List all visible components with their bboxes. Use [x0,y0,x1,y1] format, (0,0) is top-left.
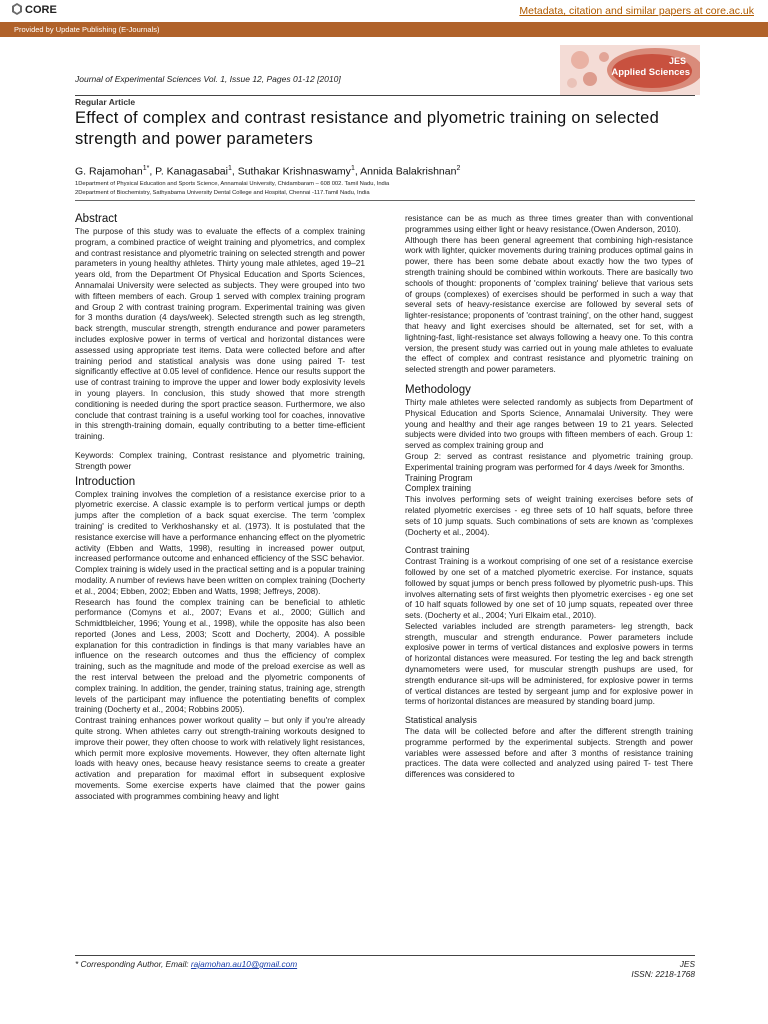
author-name: P. Kanagasabai [155,165,228,178]
journal-citation: Journal of Experimental Sciences Vol. 1, Issue 12, Pages 01-12 [2010] [75,74,341,84]
keywords: Keywords: Complex training, Contrast resistance and plyometric training, Strength power [75,449,365,471]
statistical-analysis-heading: Statistical analysis [405,715,477,726]
abstract-text: The purpose of this study was to evaluate the effects of a complex training program, a combined practice of weight training and plyometrics, and complex and contrast resistance and plyometric training on selected strength and power parameters in young healthy athletes. Thirty young male athletes, aged 19–21 years old, from the Department Of Physical Education and Sports Sciences, Annamalai University were selected as subjects. They were grouped into two with fifteen members of each. Group 1 served with complex training program and Group 2 with contrast training program. Experimental training was given for 3 months duration (4 days/week). Selected strength such as leg strength, back strength, muscular strength, strength endurance and power parameters includes explosive power in terms of vertical and horizontal distances were assessed using appropriate test items. Data were collected before and after training period and statistical analysis was done using paired T- test significantly effective at 0.05 level of confidence. Hence our results support the use of contrast training to improve the upper and lower body explosivity levels in young players. In conclusion, this study showed that more strength conditioning is needed during the sport practice season. Furthermore, we also conclude that contrast training is a useful working tool for coaches, innovative in this strength-training domain, equally contributing to a better time-efficient training. [75,226,365,442]
contrast-training-heading: Contrast training [405,545,470,556]
body-paragraph: Although there has been general agreement that combining high-resistance work with lighter, quicker movements during training produces optimal gains in power, there has been some debate about exactly how the two types of strength training should be combined within workouts. There are basically two schools of thought: proponents of 'complex training' believe that various sets of groups (complexes) of exercises should be performed in such a way that several sets of heavy-resistance exercise are followed by several sets of lighter-resistance; proponents of 'contrast training', on the other hand, suggest that heavy and light exercises should be alternated, set for set, with a lightning-fast, light-resistance set always following a heavy one. To this contra version, the present study was carried out in young male athletes to evaluate the effect of complex and contrast resistance and plyometric training on selected strength and power parameters. [405,234,693,375]
affiliation-1: 1Department of Physical Education and Sports Science, Annamalai University, Chidambaram – 608 002. Tamil Nadu, India [75,181,390,187]
methodology-paragraph: Thirty male athletes were selected randomly as subjects from Department of Physical Education and Sports Science, Annamalai University. They were young and healthy and their age ranges between 19 to 21 years. Selected subjects were divided into two groups with fifteen members of each. Group 1: served as complex training group and [405,396,693,451]
right-column [405,213,693,780]
statistical-analysis-paragraph: The data will be collected before and after the different strength training programme performed by the experimental subjects. Strength and power variables were assessed before and after 3 months of resistance training practices. The data were collected and analyzed using paired T- test There differences was considered to [405,726,693,780]
contrast-training-paragraph: Contrast Training is a workout comprising of one set of a resistance exercise followed by one set of a matched plyometric exercise. For instance, squats followed by squat jumps or bench press followed by plyometric push-ups. This involves alternating sets of first weights then plyometric exercises - eg one set of 10 half squats followed by one set of 10 jump squats, repeated over three sets. (Docherty et al., 2004; Yuri Elkaim etal., 2010). [405,556,693,621]
author-affiliation-mark: 2 [456,165,461,172]
methodology-paragraph: Group 2: served as contrast resistance and plyometric training group. Experimental training program was performed for 4 days /week for 3months. [405,450,693,472]
corresponding-author [75,959,297,969]
complex-training-heading: Complex training [405,483,472,494]
author-affiliation-mark: 1* [142,165,150,172]
affiliation-divider [75,200,695,201]
affiliation-2: 2Department of Biochemistry, Sathyabama University Dental College and Hospital, Chennai -117.Tamil Nadu, India [75,190,370,196]
provided-by-text: Provided by Update Publishing (E-Journals) [14,25,160,34]
author-name: Annida Balakrishnan [360,165,457,178]
author-separator: , [354,165,361,178]
footer-divider [75,955,695,956]
author-name: G. Rajamohan [75,165,143,178]
author-separator: , [149,165,156,178]
training-program-heading: Training Program [405,472,473,483]
intro-paragraph: Contrast training enhances power workout quality – but only if you're already quite strong. When athletes carry out strength-training workouts designed to improve their power, they often choose to work with relatively light resistances, which permit more explosive movements. However, they often alternate light loads with heavy ones, because heavy resistance seems to create a greater activation and preparation for maximal effort in subsequent explosive movements. Some exercise experts have claimed that the power gains associated with programmes combining heavy and light [75,715,365,801]
logo-subtitle: Applied Sciences [611,67,690,78]
methodology-heading: Methodology [405,383,471,396]
author-affiliation-mark: 1 [227,165,232,172]
logo-jes-text: JES [668,56,686,66]
author-email-link[interactable]: rajamohan.au10@gmail.com [190,959,298,969]
article-title: Effect of complex and contrast resistance and plyometric training on selected strength and power parameters [75,109,660,148]
corresponding-author-label: * Corresponding Author, Email: [75,959,191,969]
author-affiliation-mark: 1 [350,165,355,172]
core-logo[interactable] [12,3,57,16]
author-list [75,165,460,178]
author-separator: , [231,165,238,178]
core-header-bar [0,0,768,23]
jes-logo [560,45,700,95]
intro-paragraph: Complex training is widely used in the practical setting and is a popular training modality. A number of reviews have been written on complex training (Docherty et al., 2004; Ebben, 2002; Ebben and Watts, 1998; Jeffreys, 2008). [75,564,365,596]
variables-paragraph: Selected variables included are strength parameters- leg strength, back strength, muscular and strength endurance. Power parameters include explosive power in terms of vertical distances and explosive powers in terms of horizontal distances were measured. For testing the leg and back strength dynamometers were used, for muscular strength pushups are used, for strength endurance sit-ups will be administered, for explosive power in terms of vertical distances are tested by sergeant jump and for explosive power in terms of horizontal distances are measured by standing board jump. [405,620,693,707]
article-type: Regular Article [75,97,136,107]
author-name: Suthakar Krishnaswamy [237,165,351,178]
abstract-heading: Abstract [75,213,118,225]
provided-by-bar [0,22,768,37]
footer-issn: ISSN: 2218-1768 [631,969,695,979]
body-paragraph: resistance can be as much as three times greater than with conventional programmes using either light or heavy resistance.(Owen Anderson, 2010). [405,213,693,234]
intro-paragraph: Research has found the complex training can be beneficial to athletic performance (Comyns et al., 2007; Evans et al., 2000; Güllich and Schmidtbleicher, 1996; Young et al., 1998), while the opposite has also been reported (Jones and Less, 2003; Scott and Docherty, 2004). A possible explanation for this contradiction in findings is that many variables have an influence on the research outcomes and thus the efficiency of complex training, such as the magnitude and mode of the preload exercise as well as the rest interval between the preload and the plyometric components of complex training. In addition, the gender, training status, training age, strength levels of the participant may influence the potentiating benefits of complex training (Docherty et al., 2004; Robbins 2005). [75,596,365,715]
intro-paragraph: Complex training involves the completion of a resistance exercise prior to a plyometric exercise. A classic example is to perform vertical jumps or depth jumps after the completion of a back squat exercise. The term 'complex training' is credited to Verkhoshansky et al. (1973). It is postulated that the resistance exercise will have a performance enhancing effect on the plyometric activity (Ebben and Watts, 1998), resulting in increased power output, increased performance outcome and enhanced efficiency of the SSC behavior. [75,488,365,564]
core-logo-text: CORE [25,4,57,16]
header-divider [75,95,695,96]
core-metadata-link[interactable]: Metadata, citation and similar papers at core.ac.uk [519,5,754,17]
complex-training-paragraph: This involves performing sets of weight training exercises before sets of related plyometric exercises - eg three sets of 10 half squats, before three sets of 10 jump squats. Such combinations of sets are known as 'complexes (Docherty et al., 2004). [405,494,693,537]
footer-jes: JES [679,959,695,969]
introduction-heading: Introduction [75,475,136,488]
left-column [75,212,365,802]
core-logo-icon [12,3,22,15]
footer-journal-info [620,959,695,979]
